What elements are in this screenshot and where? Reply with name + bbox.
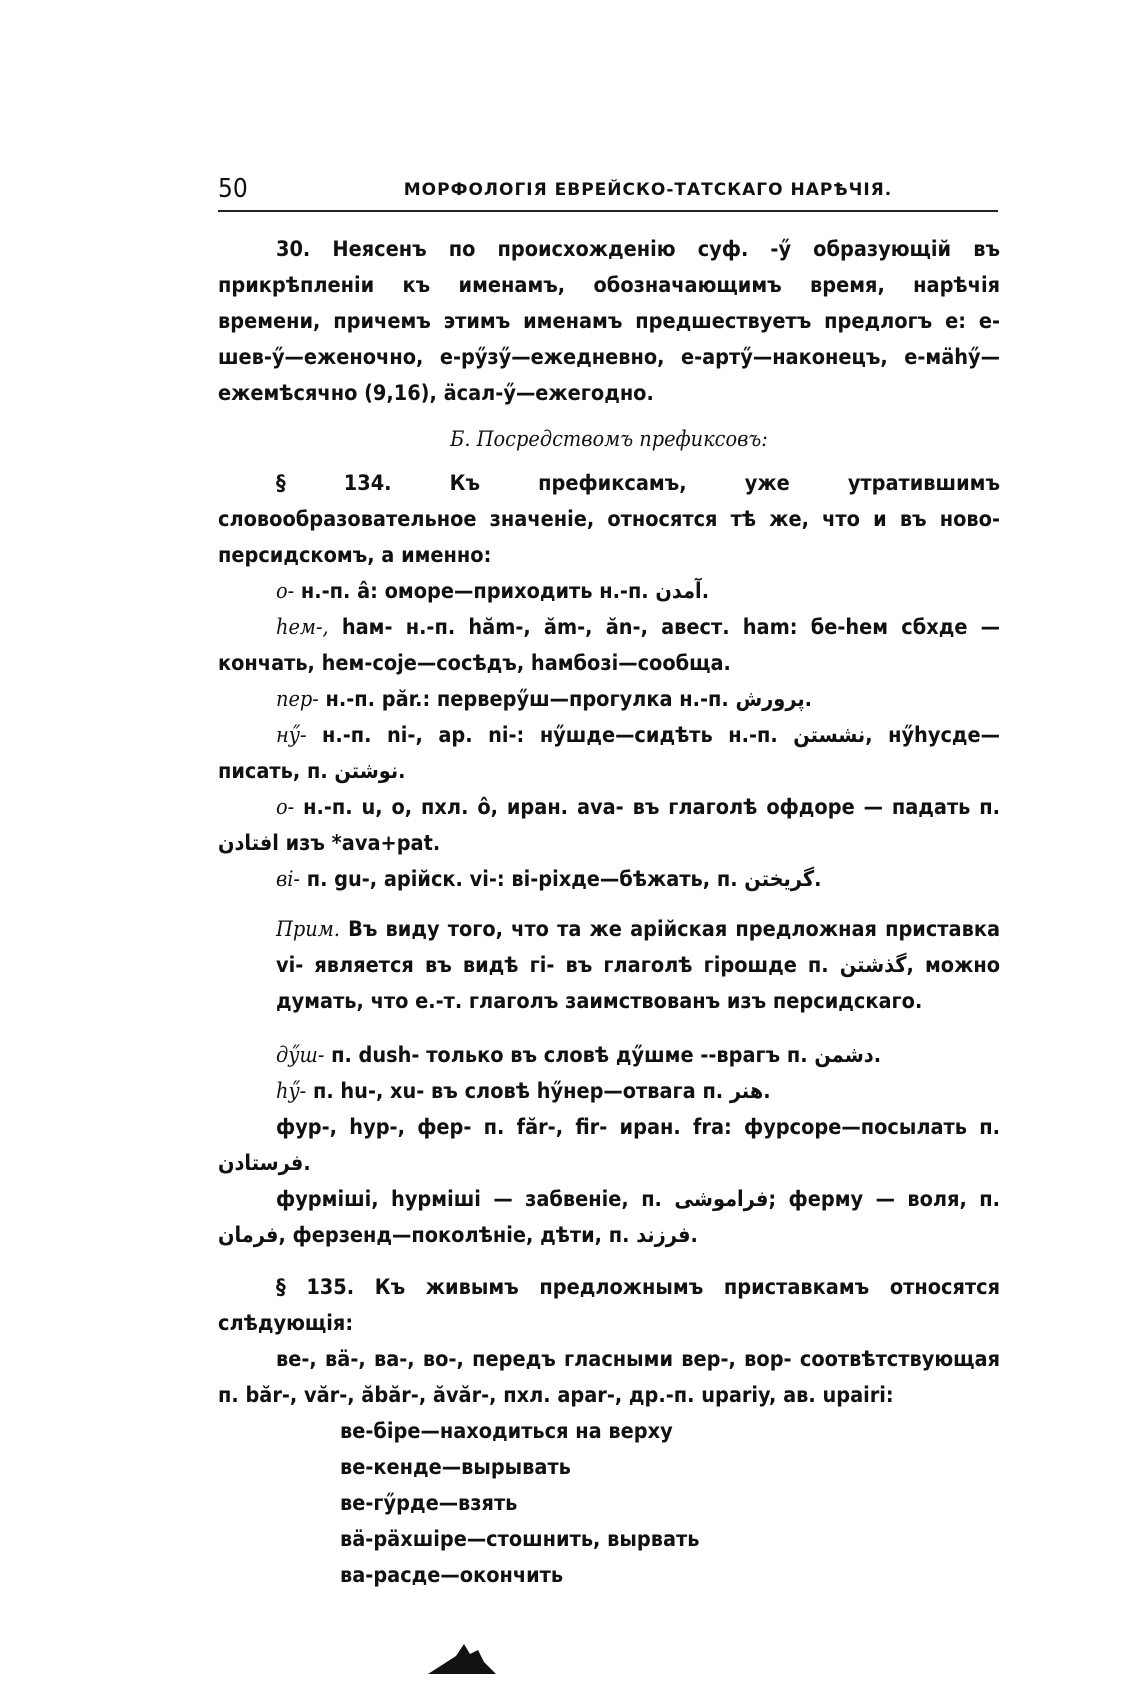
- prefix-label: о-: [276, 579, 295, 604]
- word-list-item: ва-расде—окончить: [340, 1563, 564, 1588]
- prefix-entry: [218, 790, 1000, 862]
- prefix-entry: [218, 1110, 1000, 1182]
- prefix-label: дӳш-: [276, 1043, 325, 1068]
- section-heading-b: Б. Посредствомъ префиксовъ:: [450, 427, 768, 452]
- page-number: 50: [218, 174, 248, 204]
- paragraph-135: § 135. Къ живымъ предложнымъ приставкамъ относятся слѣдующія:: [218, 1275, 1000, 1336]
- prefix-description: п. hu-, xu- въ словѣ hӳнер—отвага п. هنر.: [312, 1079, 771, 1104]
- note-text: Въ виду того, что та же арійская предложная приставка vi- является въ видѣ гі- въ глаголѣ гірошде п. گذشتن, можно думать, что е.-т. глаголъ заимствованъ изъ персидскаго.: [276, 917, 1000, 1014]
- prefix-label: о-: [276, 795, 295, 820]
- printer-ornament-icon: [426, 1640, 498, 1676]
- prefix-entry: [218, 610, 1000, 682]
- page-header: [218, 170, 998, 212]
- prefix-description: фурміші, hурміші — забвеніе, п. فراموشی; ферму — воля, п. فرمان, ферзенд—поколѣніе, дѣти, п. فرزند.: [218, 1187, 1001, 1248]
- prefix-entry: [218, 1038, 1000, 1074]
- prefix-label: hӳ-: [276, 1079, 307, 1104]
- prefix-description: н.-п. păr.: перверӳш—прогулка н.-п. پرورش.: [325, 687, 812, 712]
- note: [218, 912, 1000, 1020]
- page-body: [218, 232, 1000, 1594]
- prefix-label: пер-: [276, 687, 319, 712]
- prefix-description: н.-п. ni-, ар. ni-: нӳшде—сидѣть н.-п. نشستن, нӳhусде—писать, п. نوشتن.: [218, 723, 1000, 784]
- prefix-label: hем-,: [276, 615, 329, 640]
- prefix-entry: [218, 862, 1000, 898]
- prefix-entry: [218, 682, 1000, 718]
- prefix-description: фур-, hур-, фер- п. făr-, fir- иран. fra: фурсоре—посылать п. فرستادن.: [218, 1115, 1000, 1176]
- prefix-description: н.-п. u, o, пхл. ô, иран. ava- въ глаголѣ офдоре — падать п. افتادن изъ *ava+pat.: [218, 795, 1001, 856]
- word-list-item: ве-гӳрде—взять: [340, 1491, 518, 1516]
- prefix-description: п. dush- только въ словѣ дӳшме --врагъ п. دشمن.: [331, 1043, 882, 1068]
- prefix-label: нӳ-: [276, 723, 307, 748]
- prefix-description: hам- н.-п. hăm-, ăm-, ăn-, авест. ham: бе-hем сбхде — кончать, hем-соје—сосѣдъ, hамбозі—сообща.: [218, 615, 1001, 676]
- word-list-item: ве-кенде—вырывать: [340, 1455, 571, 1480]
- running-title: МОРФОЛОГІЯ ЕВРЕЙСКО-ТАТСКАГО НАРѢЧІЯ.: [403, 180, 893, 200]
- note-lead: Прим.: [276, 917, 340, 942]
- prefix-entry: [218, 718, 1000, 790]
- word-list: [218, 1414, 1000, 1594]
- prefix-entry: [218, 1182, 1000, 1254]
- prefix-label: ві-: [276, 867, 300, 892]
- prefix-description: н.-п. â: оморе—приходить н.-п. آمدن.: [300, 579, 710, 604]
- paragraph-30: 30. Неясенъ по происхожденію суф. -ӳ образующій въ прикрѣпленіи къ именамъ, обозначающимъ время, нарѣчія времени, причемъ этимъ именамъ предшествуетъ предлогъ е: е-шев-ӳ—еженочно, е-рӳзӳ—ежедневно, е-артӳ—наконецъ, е-мähӳ—ежемѣсячно (9,16), äсал-ӳ—ежегодно.: [218, 237, 1000, 406]
- prefix-entries-2: [218, 1038, 1000, 1254]
- word-list-item: вä-рäхшіре—стошнить, вырвать: [340, 1527, 700, 1552]
- word-list-item: ве-біре—находиться на верху: [340, 1419, 673, 1444]
- paragraph-135-prefixes: ве-, вä-, ва-, во-, передъ гласными вер-, вор- соотвѣтствующая п. băr-, văr-, ăbăr-, ăvăr-, пхл. apar-, др.-п. upariy, ав. upairi:: [218, 1347, 1000, 1408]
- prefix-description: п. gu-, арійск. vi-: ві-ріхде—бѣжать, п. گریختن.: [306, 867, 822, 892]
- prefix-entry: [218, 1074, 1000, 1110]
- prefix-entries: [218, 574, 1000, 898]
- prefix-entry: [218, 574, 1000, 610]
- paragraph-134: § 134. Къ префиксамъ, уже утратившимъ словообразовательное значеніе, относятся тѣ же, что и въ ново-персидскомъ, а именно:: [218, 471, 1000, 568]
